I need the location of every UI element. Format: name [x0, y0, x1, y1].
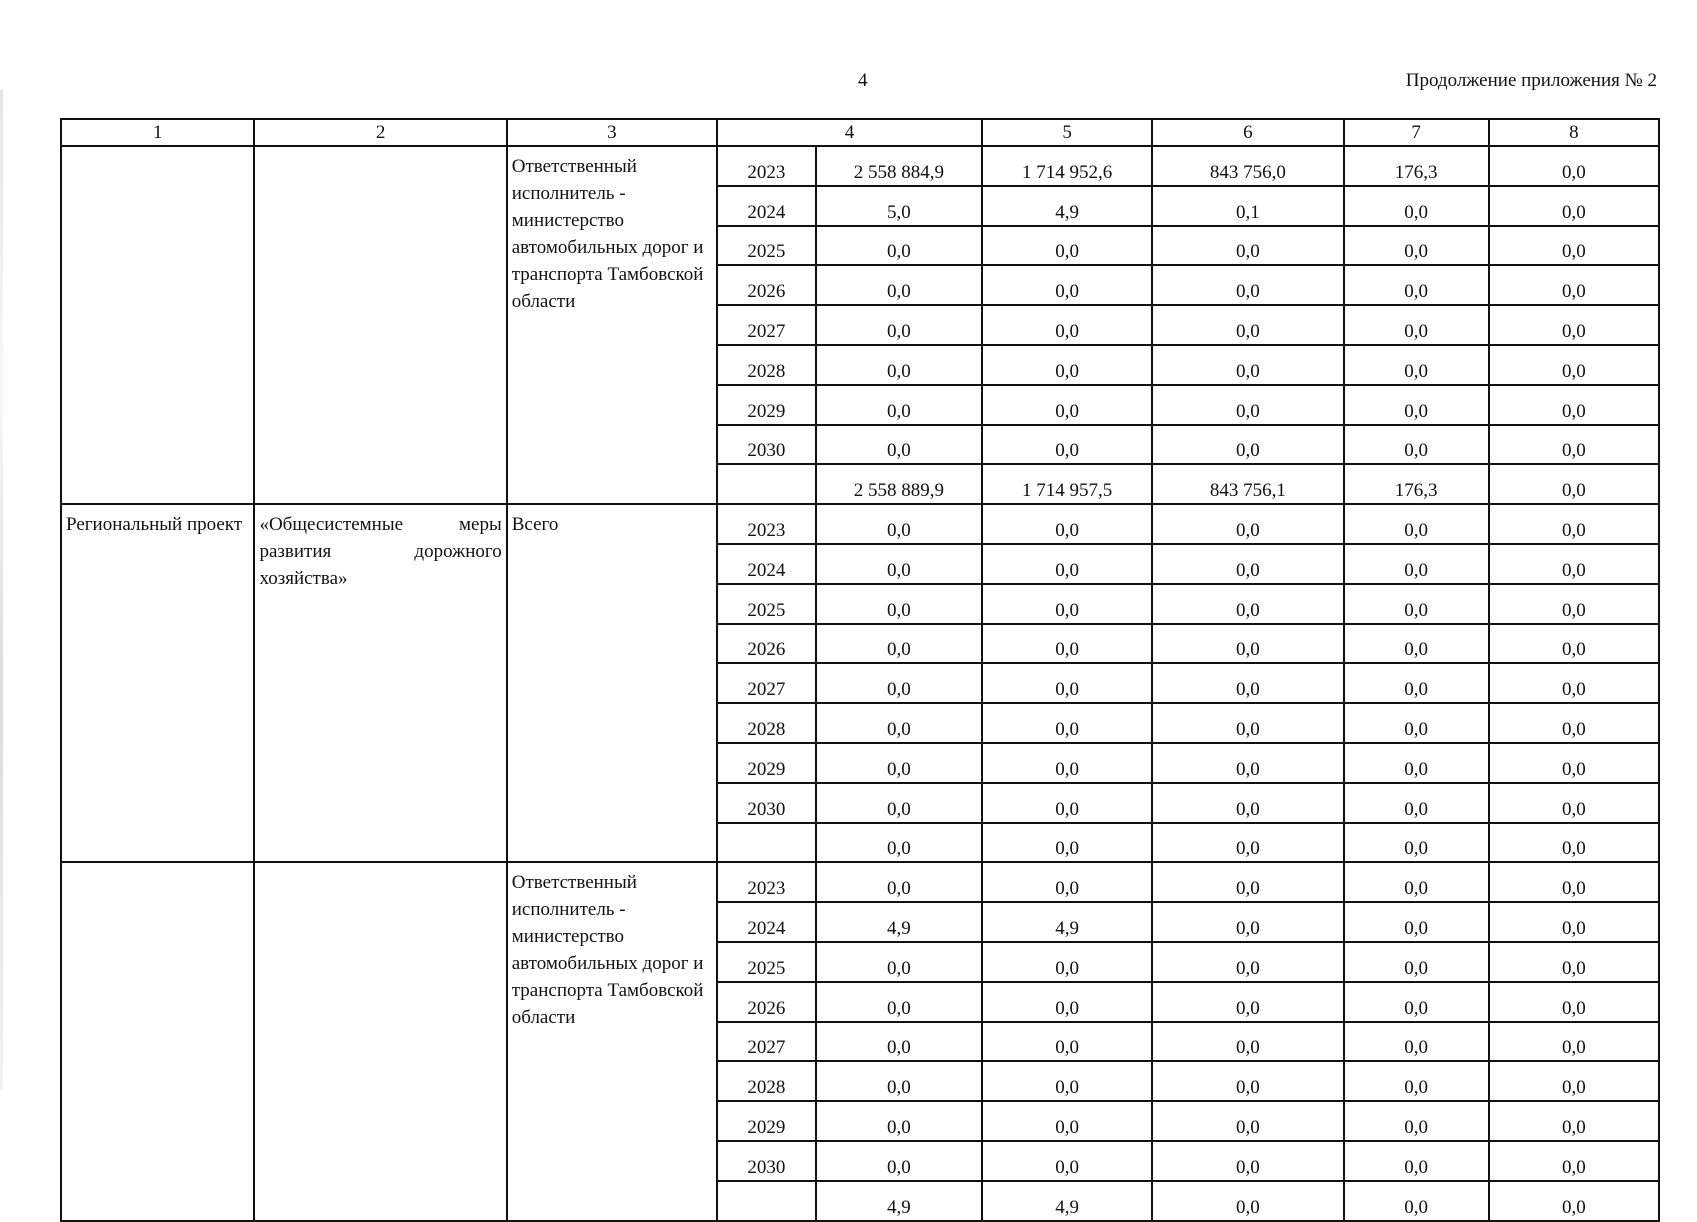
value-cell-c8: 0,0: [1489, 902, 1659, 942]
value-cell-c7: 0,0: [1344, 305, 1489, 345]
header-cell-5: 5: [982, 119, 1152, 146]
year-cell: [717, 464, 816, 504]
value-cell-c5: 0,0: [982, 862, 1152, 902]
value-cell-c8: 0,0: [1489, 1141, 1659, 1181]
header-cell-3: 3: [507, 119, 717, 146]
year-cell: 2028: [717, 703, 816, 743]
value-cell-c8: 0,0: [1489, 305, 1659, 345]
year-cell: 2027: [717, 305, 816, 345]
value-cell-c5: 0,0: [982, 982, 1152, 1022]
value-cell-c6: 843 756,1: [1152, 464, 1343, 504]
value-cell-c8: 0,0: [1489, 663, 1659, 703]
value-cell-c8: 0,0: [1489, 823, 1659, 863]
row-label-name: [254, 146, 506, 504]
year-cell: 2029: [717, 385, 816, 425]
value-cell-c8: 0,0: [1489, 1101, 1659, 1141]
value-cell-c8: 0,0: [1489, 1181, 1659, 1221]
value-cell-c7: 0,0: [1344, 1141, 1489, 1181]
year-cell: 2028: [717, 1061, 816, 1101]
value-cell-c6: 0,0: [1152, 425, 1343, 465]
value-cell-c5: 0,0: [982, 942, 1152, 982]
value-cell-c5: 1 714 952,6: [982, 146, 1152, 186]
value-cell-c6: 0,0: [1152, 1101, 1343, 1141]
value-cell-c7: 0,0: [1344, 823, 1489, 863]
value-cell-c5: 0,0: [982, 663, 1152, 703]
row-label-executor: Всего: [507, 504, 717, 862]
value-cell-c4: 0,0: [816, 425, 982, 465]
year-cell: 2029: [717, 743, 816, 783]
value-cell-c6: 0,0: [1152, 305, 1343, 345]
value-cell-c7: 0,0: [1344, 226, 1489, 266]
row-label-name: [254, 504, 506, 862]
value-cell-c7: 0,0: [1344, 1181, 1489, 1221]
year-cell: 2028: [717, 345, 816, 385]
header-cell-1: 1: [61, 119, 254, 146]
value-cell-c6: 0,0: [1152, 703, 1343, 743]
value-cell-c7: 0,0: [1344, 942, 1489, 982]
value-cell-c7: 0,0: [1344, 663, 1489, 703]
value-cell-c6: 0,0: [1152, 743, 1343, 783]
value-cell-c8: 0,0: [1489, 464, 1659, 504]
value-cell-c5: 0,0: [982, 544, 1152, 584]
value-cell-c4: 0,0: [816, 504, 982, 544]
year-cell: 2027: [717, 1022, 816, 1062]
value-cell-c8: 0,0: [1489, 1061, 1659, 1101]
row-label-type: Региональный проект: [61, 504, 254, 862]
value-cell-c4: 0,0: [816, 1022, 982, 1062]
value-cell-c7: 176,3: [1344, 146, 1489, 186]
value-cell-c7: 0,0: [1344, 703, 1489, 743]
value-cell-c5: 0,0: [982, 1022, 1152, 1062]
value-cell-c8: 0,0: [1489, 146, 1659, 186]
value-cell-c4: 0,0: [816, 385, 982, 425]
year-cell: 2030: [717, 783, 816, 823]
value-cell-c5: 0,0: [982, 1141, 1152, 1181]
year-cell: 2025: [717, 942, 816, 982]
value-cell-c4: 0,0: [816, 982, 982, 1022]
value-cell-c6: 0,0: [1152, 226, 1343, 266]
value-cell-c7: 0,0: [1344, 624, 1489, 664]
value-cell-c6: 0,0: [1152, 624, 1343, 664]
header-cell-6: 6: [1152, 119, 1343, 146]
value-cell-c7: 0,0: [1344, 504, 1489, 544]
value-cell-c4: 0,0: [816, 1061, 982, 1101]
value-cell-c4: 0,0: [816, 862, 982, 902]
year-cell: 2029: [717, 1101, 816, 1141]
value-cell-c6: 0,0: [1152, 1141, 1343, 1181]
value-cell-c4: 0,0: [816, 624, 982, 664]
value-cell-c4: 5,0: [816, 186, 982, 226]
value-cell-c5: 4,9: [982, 902, 1152, 942]
value-cell-c5: 1 714 957,5: [982, 464, 1152, 504]
header-cell-8: 8: [1489, 119, 1659, 146]
value-cell-c8: 0,0: [1489, 385, 1659, 425]
value-cell-c4: 2 558 884,9: [816, 146, 982, 186]
value-cell-c5: 0,0: [982, 265, 1152, 305]
value-cell-c5: 0,0: [982, 305, 1152, 345]
value-cell-c8: 0,0: [1489, 425, 1659, 465]
year-cell: 2026: [717, 982, 816, 1022]
value-cell-c5: 0,0: [982, 385, 1152, 425]
row-label-name-line: развития дорожного: [259, 541, 502, 563]
value-cell-c6: 0,0: [1152, 544, 1343, 584]
year-cell: 2026: [717, 265, 816, 305]
value-cell-c4: 0,0: [816, 544, 982, 584]
value-cell-c4: 0,0: [816, 305, 982, 345]
value-cell-c6: 0,0: [1152, 783, 1343, 823]
value-cell-c7: 176,3: [1344, 464, 1489, 504]
value-cell-c8: 0,0: [1489, 982, 1659, 1022]
value-cell-c7: 0,0: [1344, 783, 1489, 823]
value-cell-c6: 0,0: [1152, 265, 1343, 305]
year-cell: [717, 1181, 816, 1221]
year-cell: 2024: [717, 902, 816, 942]
value-cell-c6: 0,0: [1152, 385, 1343, 425]
value-cell-c4: 0,0: [816, 823, 982, 863]
value-cell-c6: 0,0: [1152, 1022, 1343, 1062]
year-cell: [717, 823, 816, 863]
value-cell-c4: 4,9: [816, 902, 982, 942]
row-label-name: [254, 862, 506, 1220]
year-cell: 2026: [717, 624, 816, 664]
value-cell-c8: 0,0: [1489, 783, 1659, 823]
header-cell-4: 4: [717, 119, 982, 146]
row-label-executor: Ответственный исполнитель - министерство автомобильных дорог и транспорта Тамбовской области: [507, 862, 717, 1220]
value-cell-c7: 0,0: [1344, 1061, 1489, 1101]
value-cell-c5: 0,0: [982, 226, 1152, 266]
value-cell-c4: 0,0: [816, 1101, 982, 1141]
value-cell-c5: 0,0: [982, 1101, 1152, 1141]
year-cell: 2023: [717, 146, 816, 186]
table-row: [61, 146, 1659, 186]
value-cell-c8: 0,0: [1489, 862, 1659, 902]
value-cell-c4: 0,0: [816, 663, 982, 703]
value-cell-c7: 0,0: [1344, 1022, 1489, 1062]
year-cell: 2027: [717, 663, 816, 703]
value-cell-c4: 2 558 889,9: [816, 464, 982, 504]
value-cell-c8: 0,0: [1489, 186, 1659, 226]
value-cell-c7: 0,0: [1344, 345, 1489, 385]
value-cell-c4: 0,0: [816, 265, 982, 305]
value-cell-c7: 0,0: [1344, 1101, 1489, 1141]
value-cell-c4: 0,0: [816, 226, 982, 266]
value-cell-c5: 0,0: [982, 743, 1152, 783]
value-cell-c8: 0,0: [1489, 743, 1659, 783]
value-cell-c7: 0,0: [1344, 265, 1489, 305]
value-cell-c6: 0,0: [1152, 823, 1343, 863]
header-row: [61, 119, 1659, 146]
value-cell-c4: 0,0: [816, 703, 982, 743]
value-cell-c8: 0,0: [1489, 544, 1659, 584]
value-cell-c4: 0,0: [816, 584, 982, 624]
value-cell-c8: 0,0: [1489, 703, 1659, 743]
value-cell-c6: 0,0: [1152, 345, 1343, 385]
value-cell-c5: 0,0: [982, 703, 1152, 743]
value-cell-c4: 0,0: [816, 345, 982, 385]
table-row: [61, 862, 1659, 902]
value-cell-c7: 0,0: [1344, 902, 1489, 942]
value-cell-c4: 4,9: [816, 1181, 982, 1221]
value-cell-c6: 0,1: [1152, 186, 1343, 226]
value-cell-c5: 0,0: [982, 504, 1152, 544]
value-cell-c6: 0,0: [1152, 942, 1343, 982]
value-cell-c6: 0,0: [1152, 584, 1343, 624]
value-cell-c6: 0,0: [1152, 504, 1343, 544]
value-cell-c5: 0,0: [982, 624, 1152, 664]
value-cell-c4: 0,0: [816, 1141, 982, 1181]
year-cell: 2030: [717, 1141, 816, 1181]
value-cell-c6: 0,0: [1152, 1061, 1343, 1101]
header-cell-7: 7: [1344, 119, 1489, 146]
value-cell-c8: 0,0: [1489, 584, 1659, 624]
value-cell-c6: 0,0: [1152, 902, 1343, 942]
value-cell-c6: 0,0: [1152, 663, 1343, 703]
scan-edge: [0, 90, 3, 1090]
value-cell-c7: 0,0: [1344, 425, 1489, 465]
value-cell-c7: 0,0: [1344, 982, 1489, 1022]
table-row: [61, 504, 1659, 544]
row-label-type: [61, 146, 254, 504]
value-cell-c5: 0,0: [982, 1061, 1152, 1101]
page-number: 4: [858, 70, 868, 91]
value-cell-c8: 0,0: [1489, 265, 1659, 305]
year-cell: 2023: [717, 504, 816, 544]
value-cell-c6: 0,0: [1152, 1181, 1343, 1221]
value-cell-c5: 0,0: [982, 345, 1152, 385]
value-cell-c8: 0,0: [1489, 1022, 1659, 1062]
value-cell-c7: 0,0: [1344, 862, 1489, 902]
value-cell-c7: 0,0: [1344, 186, 1489, 226]
value-cell-c7: 0,0: [1344, 544, 1489, 584]
row-label-name-line: «Общесистемные меры: [259, 514, 502, 536]
value-cell-c4: 0,0: [816, 743, 982, 783]
budget-table: [60, 118, 1660, 1222]
year-cell: 2030: [717, 425, 816, 465]
row-label-executor: Ответственный исполнитель - министерство автомобильных дорог и транспорта Тамбовской области: [507, 146, 717, 504]
value-cell-c5: 4,9: [982, 186, 1152, 226]
value-cell-c7: 0,0: [1344, 584, 1489, 624]
value-cell-c6: 0,0: [1152, 982, 1343, 1022]
value-cell-c4: 0,0: [816, 783, 982, 823]
year-cell: 2023: [717, 862, 816, 902]
year-cell: 2025: [717, 226, 816, 266]
value-cell-c6: 0,0: [1152, 862, 1343, 902]
year-cell: 2025: [717, 584, 816, 624]
value-cell-c8: 0,0: [1489, 226, 1659, 266]
value-cell-c8: 0,0: [1489, 345, 1659, 385]
value-cell-c5: 0,0: [982, 425, 1152, 465]
value-cell-c8: 0,0: [1489, 504, 1659, 544]
value-cell-c5: 0,0: [982, 584, 1152, 624]
year-cell: 2024: [717, 186, 816, 226]
continuation-caption: Продолжение приложения № 2: [1405, 70, 1657, 91]
row-label-name-line: хозяйства»: [259, 568, 348, 590]
value-cell-c4: 0,0: [816, 942, 982, 982]
value-cell-c6: 843 756,0: [1152, 146, 1343, 186]
value-cell-c5: 0,0: [982, 783, 1152, 823]
row-label-type: [61, 862, 254, 1220]
year-cell: 2024: [717, 544, 816, 584]
value-cell-c7: 0,0: [1344, 385, 1489, 425]
value-cell-c8: 0,0: [1489, 624, 1659, 664]
value-cell-c5: 4,9: [982, 1181, 1152, 1221]
header-cell-2: 2: [254, 119, 506, 146]
value-cell-c5: 0,0: [982, 823, 1152, 863]
value-cell-c7: 0,0: [1344, 743, 1489, 783]
value-cell-c8: 0,0: [1489, 942, 1659, 982]
